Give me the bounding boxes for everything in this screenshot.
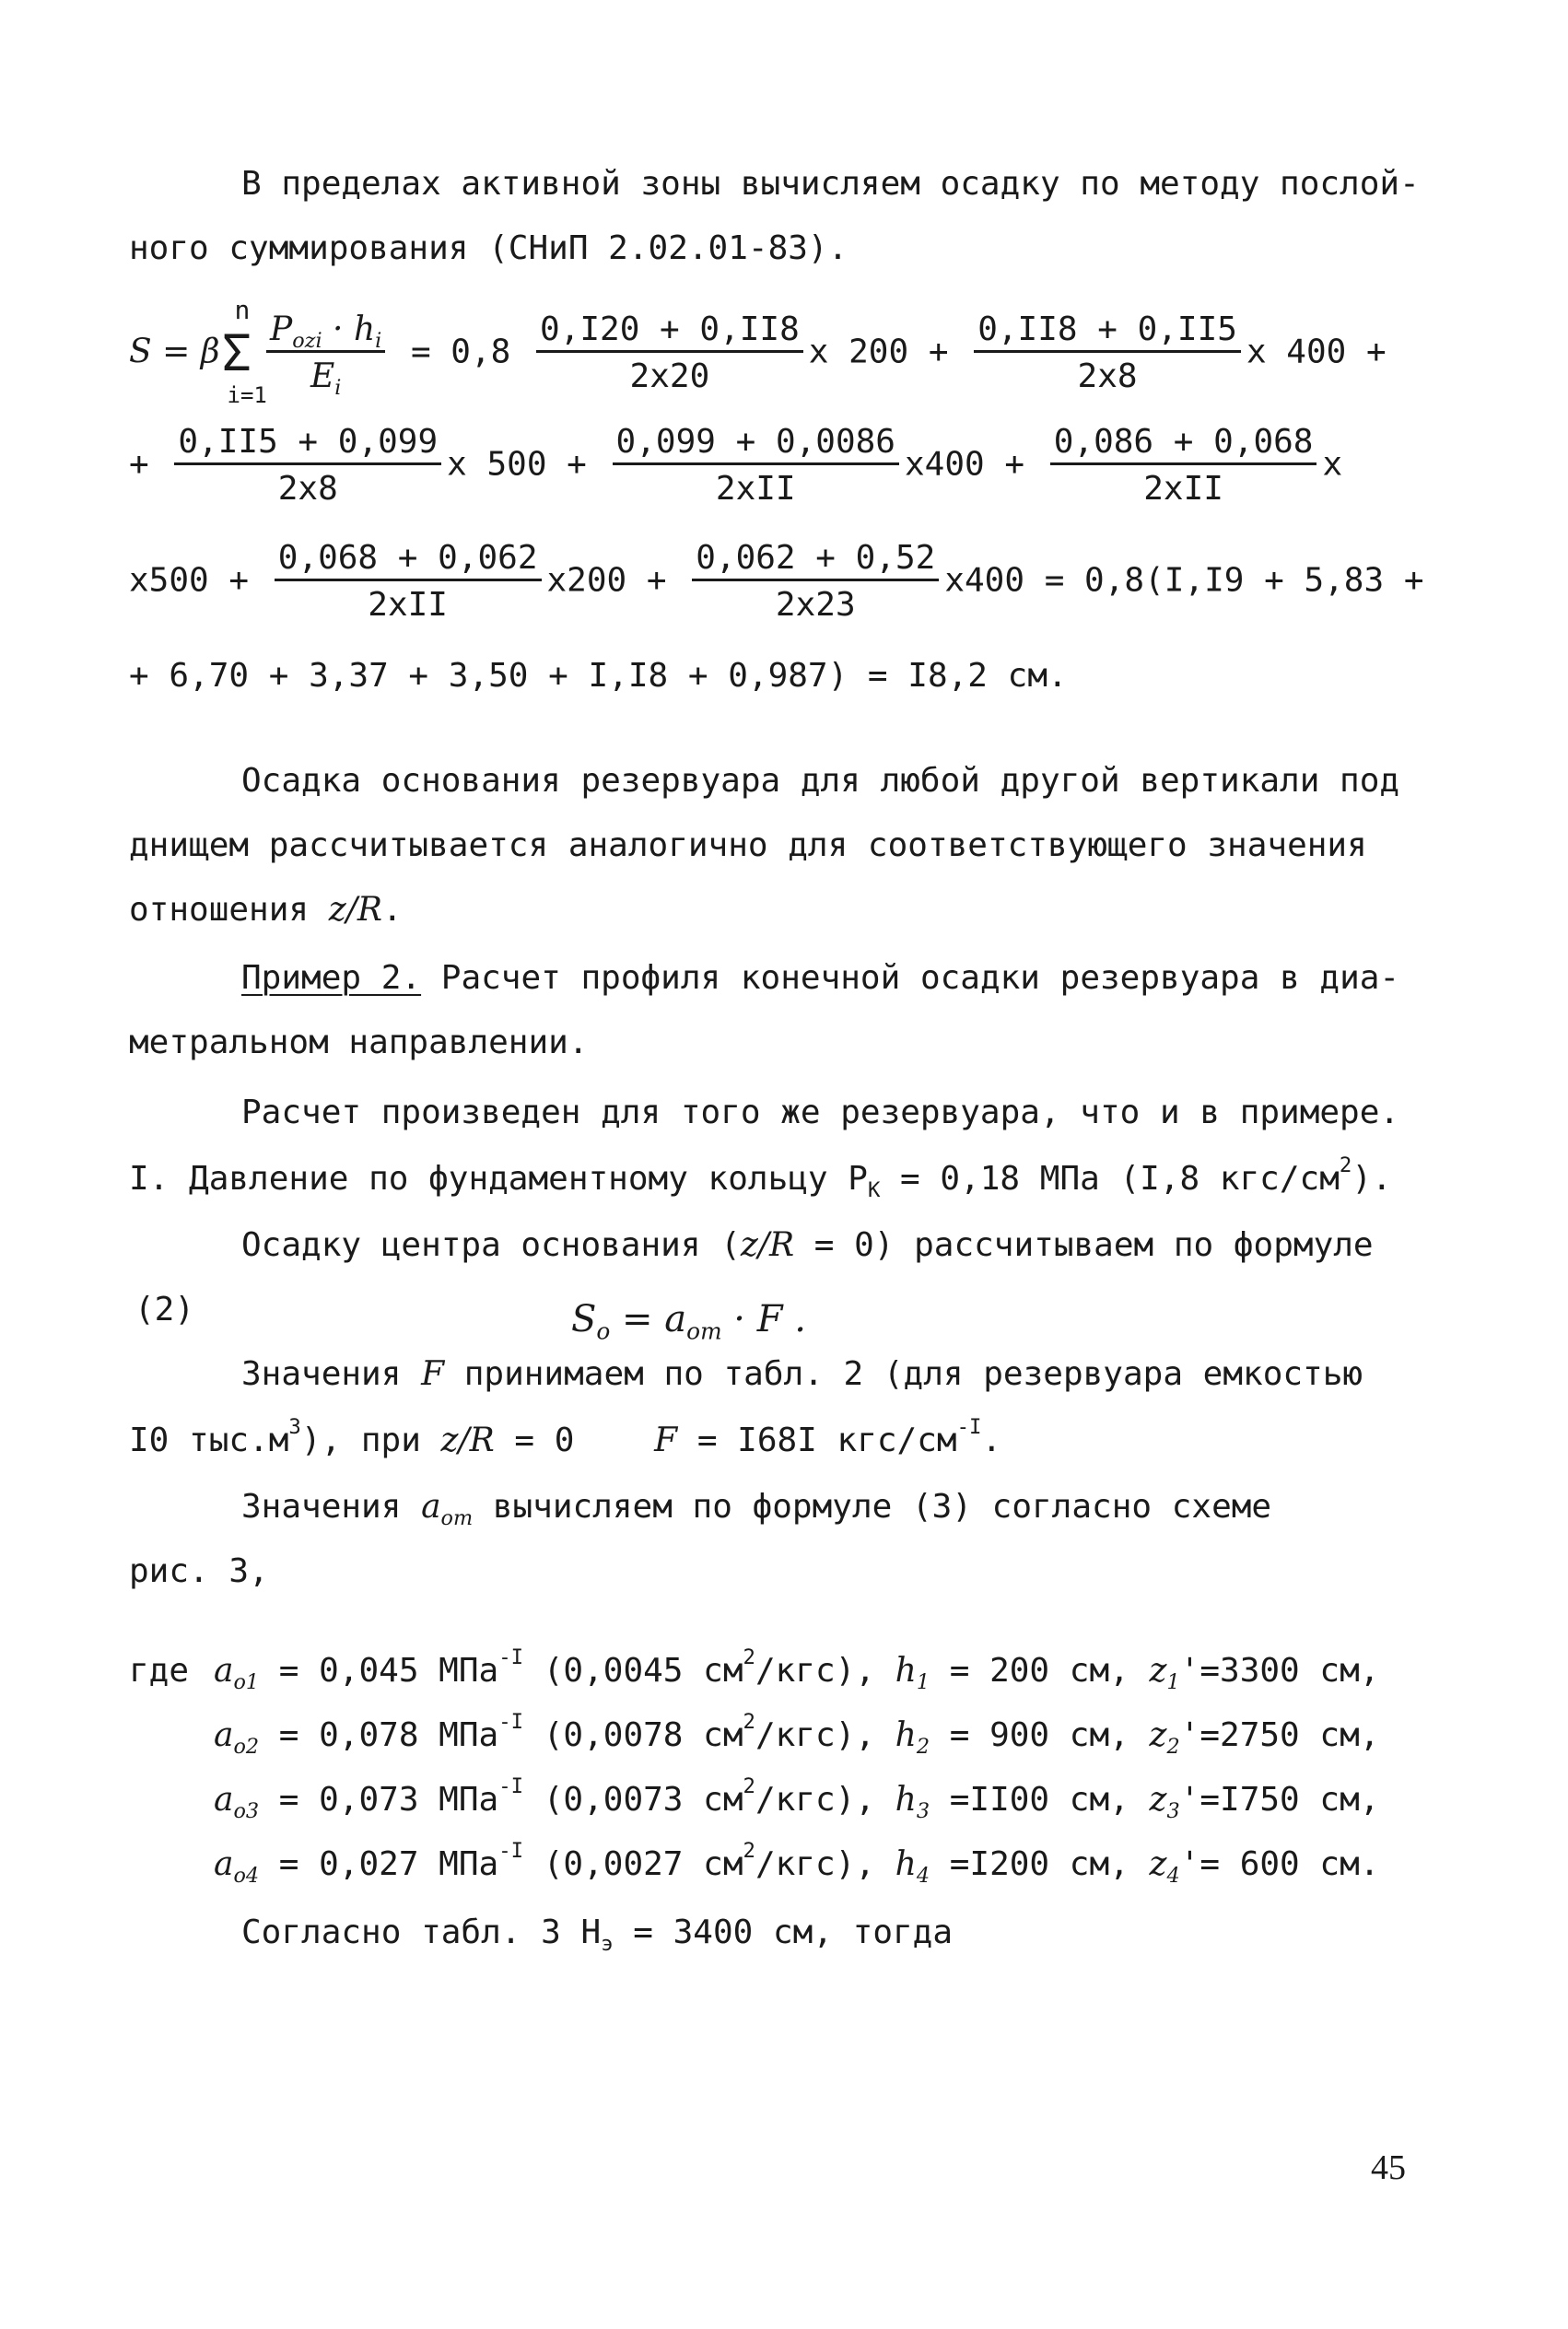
term-2-mult: x 400 + xyxy=(1246,333,1387,371)
example-2-line-1: Пример 2. Расчет профиля конечной осадки резервуара в диа- xyxy=(241,959,1400,997)
formula-2: $S_o = a_{om} \cdot F$ . xyxy=(571,1298,806,1345)
sum-lower: i=1 xyxy=(227,381,267,408)
page-number: 45 xyxy=(1371,2148,1406,2187)
example-2-label: Пример 2. xyxy=(241,959,422,997)
sum-symbol: Σ n i=1 xyxy=(221,294,267,408)
final-line: Согласно табл. 3 $H_э = 3400$ см, тогда xyxy=(241,1914,954,1956)
formula-1-line-1 xyxy=(129,294,1387,408)
term-3: $\frac{0,II5 + 0,099}{2x8}$ xyxy=(174,426,441,506)
paragraph-5-line-1: Осадку центра основания (z/R = 0) рассчитываем по формуле xyxy=(241,1226,1374,1264)
paragraph-7-line-1: Значения $a_{om}$ вычисляем по формуле (3) согласно схеме xyxy=(241,1488,1272,1530)
ratio-z-over-r: z/R xyxy=(328,891,382,929)
coef-row-2: $a_{o2} = 0,078$ МПа$^{-I}$ (0,0078 $см^2/кгс$), $h_2 = 900$ см, $z_2'=2750$ см, xyxy=(214,1710,1380,1759)
formula-coef: = 0,8 xyxy=(410,333,511,371)
term-6: $\frac{0,068 + 0,062}{\text{2xII}}$ xyxy=(275,542,542,622)
equation-number-2: (2) xyxy=(135,1291,195,1328)
paragraph-4-line-1: Расчет произведен для того же резервуара, что и в примере. xyxy=(241,1094,1400,1131)
formula-lhs: S = β xyxy=(129,333,220,371)
term-1: $\frac{0,I20 + 0,II8}{2x20}$ xyxy=(536,313,803,393)
paragraph-4-line-2: I. Давление по фундаментному кольцу $P_К = 0,18$ МПа (I,8 кгс/$см^2$). xyxy=(129,1153,1392,1202)
term-5-mult: x xyxy=(1322,445,1343,484)
formula-main-fraction: $\frac{P_{ozi} \cdot h_i}{E_i}$ xyxy=(266,313,385,393)
coef-row-4: $a_{o4} = 0,027$ МПа$^{-I}$ (0,0027 $см^2/кгс$), $h_4 =I200$ см, $z_4'= 600$ см. xyxy=(214,1839,1380,1888)
formula-1-line-3 xyxy=(129,539,1424,624)
term-4-mult: x400 + xyxy=(904,445,1025,484)
coef-row-3: $a_{o3} = 0,073$ МПа$^{-I}$ (0,0073 $см^2/кгс$), $h_3 =II00$ см, $z_3'=I750$ см, xyxy=(214,1774,1380,1823)
line-3-lead: x500 + xyxy=(129,561,250,600)
term-7: $\frac{0,062 + 0,52}{2x23}$ xyxy=(692,542,939,622)
coef-lead: где xyxy=(129,1652,190,1690)
paragraph-1-line-2: ного суммирования (СНиП 2.02.01-83). xyxy=(129,229,848,267)
term-3-mult: x 500 + xyxy=(447,445,587,484)
term-1-mult: x 200 + xyxy=(808,333,949,371)
example-2-line-2: метральном направлении. xyxy=(129,1024,589,1061)
formula-1-line-2 xyxy=(129,423,1343,508)
term-4: $\frac{0,099 + 0,0086}{\text{2xII}}$ xyxy=(613,426,899,506)
term-7-mult: x400 = 0,8(I,I9 + 5,83 + xyxy=(944,561,1424,600)
line-2-lead: + xyxy=(129,445,149,484)
paragraph-1-line-1: В пределах активной зоны вычисляем осадку по методу послой- xyxy=(241,165,1420,203)
term-2: $\frac{0,II8 + 0,II5}{2x8}$ xyxy=(974,313,1241,393)
paragraph-6-line-1: Значения F принимаем по табл. 2 (для резервуара емкостью xyxy=(241,1355,1363,1393)
paragraph-7-line-2: рис. 3, xyxy=(129,1552,269,1590)
paragraph-2-line-3: отношения z/R. xyxy=(129,891,403,929)
paragraph-2-line-2: днищем рассчитывается аналогично для соответствующего значения xyxy=(129,826,1367,864)
term-5: $\frac{0,086 + 0,068}{\text{2xII}}$ xyxy=(1050,426,1317,506)
paragraph-6-line-2: I0 $тыс.м^3$), при z/R = 0 F = I68I кгс/$см^{-I}$. xyxy=(129,1415,1002,1459)
formula-1-line-4: + 6,70 + 3,37 + 3,50 + I,I8 + 0,987) = I8,2 см. xyxy=(129,657,1068,695)
paragraph-2-line-1: Осадка основания резервуара для любой другой вертикали под xyxy=(241,762,1400,800)
coef-row-1: $a_{o1} = 0,045$ МПа$^{-I}$ (0,0045 $см^2/кгс$), $h_1 = 200$ см, $z_1'=3300$ см, xyxy=(214,1645,1380,1694)
sum-upper: n xyxy=(234,294,251,325)
term-6-mult: x200 + xyxy=(546,561,667,600)
